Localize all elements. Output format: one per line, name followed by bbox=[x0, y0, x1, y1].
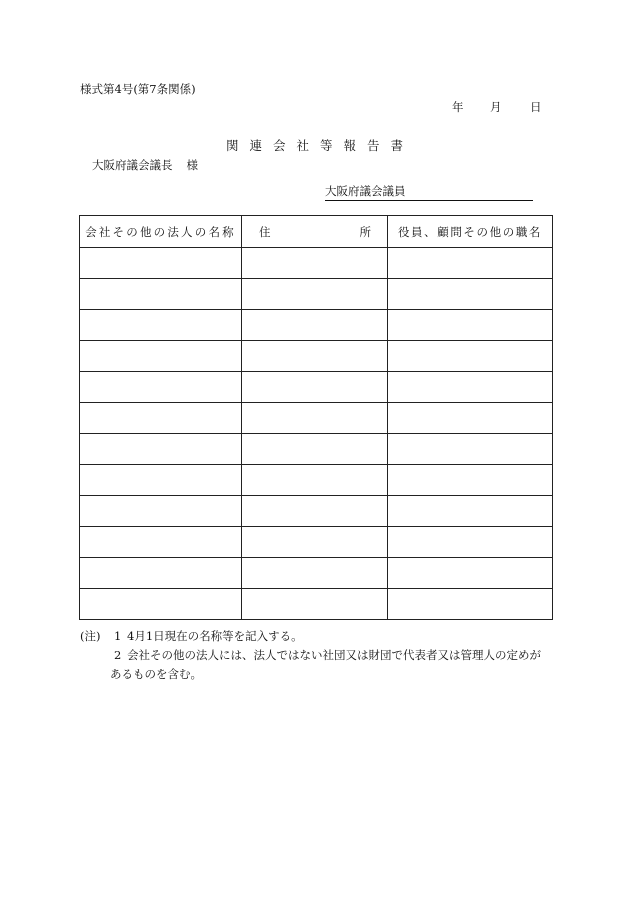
form-number: 様式第4号(第7条関係) bbox=[80, 82, 196, 96]
cell-company-name[interactable] bbox=[80, 434, 242, 465]
note-item-2-continuation bbox=[80, 665, 541, 684]
cell-position[interactable] bbox=[388, 496, 553, 527]
signer-label: 大阪府議会議員 bbox=[325, 184, 406, 198]
header-company-name: 会社その他の法人の名称 bbox=[80, 216, 242, 248]
cell-company-name[interactable] bbox=[80, 279, 242, 310]
cell-position[interactable] bbox=[388, 248, 553, 279]
note-item-1 bbox=[80, 627, 541, 646]
cell-company-name[interactable] bbox=[80, 558, 242, 589]
table-row bbox=[80, 496, 553, 527]
cell-address[interactable] bbox=[242, 310, 388, 341]
cell-position[interactable] bbox=[388, 589, 553, 620]
cell-company-name[interactable] bbox=[80, 527, 242, 558]
note-text: 4月1日現在の名称等を記入する。 bbox=[127, 629, 303, 643]
cell-position[interactable] bbox=[388, 527, 553, 558]
cell-address[interactable] bbox=[242, 279, 388, 310]
cell-position[interactable] bbox=[388, 372, 553, 403]
cell-address[interactable] bbox=[242, 558, 388, 589]
cell-address[interactable] bbox=[242, 527, 388, 558]
note-number: 2 bbox=[114, 648, 122, 662]
cell-position[interactable] bbox=[388, 341, 553, 372]
table-row bbox=[80, 589, 553, 620]
cell-position[interactable] bbox=[388, 558, 553, 589]
addressee bbox=[92, 157, 198, 173]
cell-address[interactable] bbox=[242, 372, 388, 403]
note-number: 1 bbox=[114, 629, 122, 643]
cell-position[interactable] bbox=[388, 465, 553, 496]
table-row bbox=[80, 372, 553, 403]
cell-position[interactable] bbox=[388, 434, 553, 465]
cell-company-name[interactable] bbox=[80, 403, 242, 434]
cell-address[interactable] bbox=[242, 465, 388, 496]
report-table bbox=[79, 215, 553, 620]
table-row bbox=[80, 558, 553, 589]
note-text: 会社その他の法人には、法人ではない社団又は財団で代表者又は管理人の定めが bbox=[127, 648, 541, 662]
table-row bbox=[80, 465, 553, 496]
cell-company-name[interactable] bbox=[80, 248, 242, 279]
note-text-continuation: あるものを含む。 bbox=[110, 667, 202, 681]
document-title: 関連会社等報告書 bbox=[226, 138, 415, 153]
cell-position[interactable] bbox=[388, 403, 553, 434]
cell-address[interactable] bbox=[242, 589, 388, 620]
addressee-honorific: 様 bbox=[186, 158, 198, 172]
signer-field[interactable] bbox=[325, 183, 533, 201]
cell-address[interactable] bbox=[242, 434, 388, 465]
table-row bbox=[80, 527, 553, 558]
table-row bbox=[80, 279, 553, 310]
header-address-part1: 住 bbox=[259, 225, 271, 239]
notes bbox=[80, 627, 541, 684]
date-month-label: 月 bbox=[490, 100, 502, 114]
cell-company-name[interactable] bbox=[80, 341, 242, 372]
date-year-label: 年 bbox=[452, 100, 464, 114]
table-header-row bbox=[80, 216, 553, 248]
cell-address[interactable] bbox=[242, 403, 388, 434]
table-row bbox=[80, 341, 553, 372]
date-day-label: 日 bbox=[530, 100, 542, 114]
table-row bbox=[80, 403, 553, 434]
table-row bbox=[80, 434, 553, 465]
notes-label: (注) bbox=[80, 629, 101, 643]
cell-company-name[interactable] bbox=[80, 372, 242, 403]
date-fields bbox=[452, 99, 542, 115]
addressee-name: 大阪府議会議長 bbox=[92, 158, 173, 172]
header-address bbox=[242, 216, 388, 248]
cell-position[interactable] bbox=[388, 310, 553, 341]
table-row bbox=[80, 248, 553, 279]
cell-company-name[interactable] bbox=[80, 496, 242, 527]
cell-company-name[interactable] bbox=[80, 589, 242, 620]
cell-address[interactable] bbox=[242, 496, 388, 527]
cell-position[interactable] bbox=[388, 279, 553, 310]
table-row bbox=[80, 310, 553, 341]
table-body bbox=[80, 248, 553, 620]
note-item-2 bbox=[80, 646, 541, 665]
cell-address[interactable] bbox=[242, 248, 388, 279]
header-address-part2: 所 bbox=[359, 225, 371, 239]
cell-address[interactable] bbox=[242, 341, 388, 372]
header-position: 役員、顧問その他の職名 bbox=[388, 216, 553, 248]
cell-company-name[interactable] bbox=[80, 465, 242, 496]
cell-company-name[interactable] bbox=[80, 310, 242, 341]
